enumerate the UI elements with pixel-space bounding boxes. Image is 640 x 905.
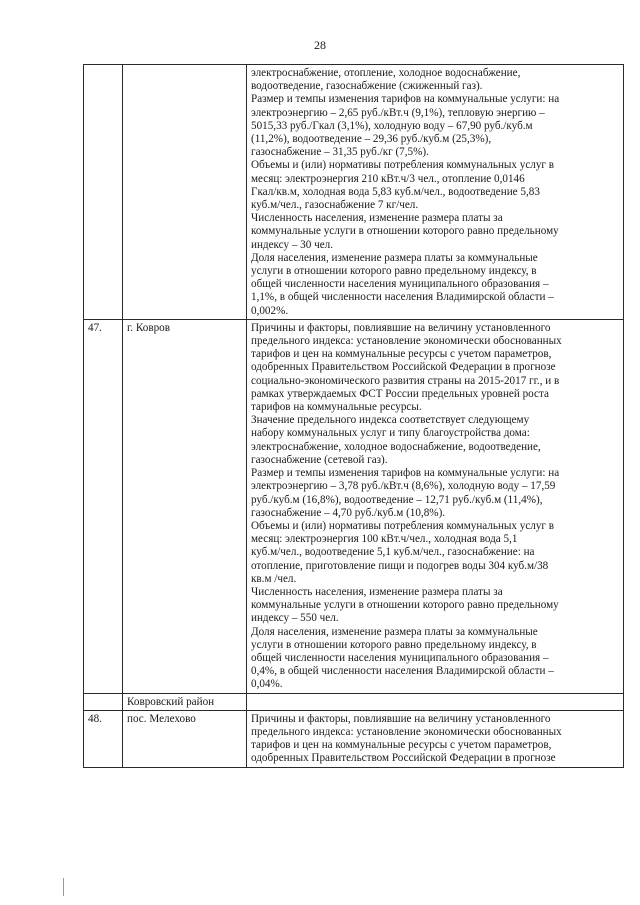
paragraph: Размер и темпы изменения тарифов на коммунальные услуги: на электроэнергию – 3,78 руб./кВт.ч (8,6%), холодную воду – 17,59 руб./куб.м (16,8%), водоотведение – 12,71 руб./куб.м (11,4%), газоснабжение – 4,70 руб./куб.м (10,8%). xyxy=(251,467,560,519)
description-cell xyxy=(247,693,624,710)
paragraph: Причины и факторы, повлиявшие на величину установленного предельного индекса: установление экономически обоснованных тарифов и цен на коммунальные ресурсы с учетом параметров, одобренных Правительством Российской Федерации в прогнозе социально-экономического развития страны на 2015-2017 гг., и в рамках утверждаемых ФСТ России предельных уровней роста тарифов на коммунальные ресурсы. xyxy=(251,321,562,414)
table-row xyxy=(84,693,624,710)
row-number-cell xyxy=(84,693,123,710)
municipality-cell xyxy=(123,65,247,320)
paragraph: Объемы и (или) нормативы потребления коммунальных услуг в месяц: электроэнергия 100 кВт.ч/чел., холодная вода 5,1 куб.м/чел., водоотведение 5,1 куб.м/чел., газоснабжение: на отопление, приготовление пищи и подогрев воды 304 куб.м/38 кв.м /чел. xyxy=(251,519,555,585)
paragraph: Численность населения, изменение размера платы за коммунальные услуги в отношении которого равно предельному индексу – 550 чел. xyxy=(251,585,559,625)
paragraph: Доля населения, изменение размера платы за коммунальные услуги в отношении которого равно предельному индексу, в общей численности населения муниципального образования – 1,1%, в общей численности населения Владимирской области – 0,002%. xyxy=(251,251,554,317)
municipality-cell: пос. Мелехово xyxy=(123,710,247,767)
scan-artifact xyxy=(63,878,67,896)
paragraph: Размер и темпы изменения тарифов на коммунальные услуги: на электроэнергию – 2,65 руб./кВт.ч (9,1%), тепловую энергию – 5015,33 руб./Гкал (3,1%), холодную воду – 67,90 руб./куб.м (11,2%), водоотведение – 29,36 руб./куб.м (25,3%), газоснабжение – 31,35 руб./кг (7,5%). xyxy=(251,93,560,159)
tariff-table xyxy=(83,64,624,768)
paragraph: Значение предельного индекса соответствует следующему набору коммунальных услуг и типу благоустройства дома: электроснабжение, холодное водоснабжение, водоотведение, газоснабжение (сетевой газ). xyxy=(251,414,541,466)
description-cell xyxy=(247,319,624,693)
row-number-cell: 47. xyxy=(84,319,123,693)
table-row xyxy=(84,319,624,693)
district-header-cell: Ковровский район xyxy=(123,693,247,710)
paragraph: Причины и факторы, повлиявшие на величину установленного предельного индекса: установление экономически обоснованных тарифов и цен на коммунальные ресурсы с учетом параметров, одобренных Правительством Российской Федерации в прогнозе xyxy=(251,712,562,765)
table-row xyxy=(84,65,624,320)
paragraph: Доля населения, изменение размера платы за коммунальные услуги в отношении которого равно предельному индексу, в общей численности населения муниципального образования – 0,4%, в общей численности населения Владимирской области – 0,04%. xyxy=(251,625,554,691)
paragraph: Численность населения, изменение размера платы за коммунальные услуги в отношении которого равно предельному индексу – 30 чел. xyxy=(251,212,559,251)
paragraph: электроснабжение, отопление, холодное водоснабжение, водоотведение, газоснабжение (сжиженный газ). xyxy=(251,67,521,93)
table-row xyxy=(84,710,624,767)
page-number: 28 xyxy=(314,38,326,52)
municipality-cell: г. Ковров xyxy=(123,319,247,693)
description-cell xyxy=(247,65,624,320)
row-number-cell xyxy=(84,65,123,320)
description-cell xyxy=(247,710,624,767)
row-number-cell: 48. xyxy=(84,710,123,767)
paragraph: Объемы и (или) нормативы потребления коммунальных услуг в месяц: электроэнергия 210 кВт.ч/3 чел., отопление 0,0146 Гкал/кв.м, холодная вода 5,83 куб.м/чел., водоотведение 5,83 куб.м/чел., газоснабжение 7 кг/чел. xyxy=(251,159,555,212)
